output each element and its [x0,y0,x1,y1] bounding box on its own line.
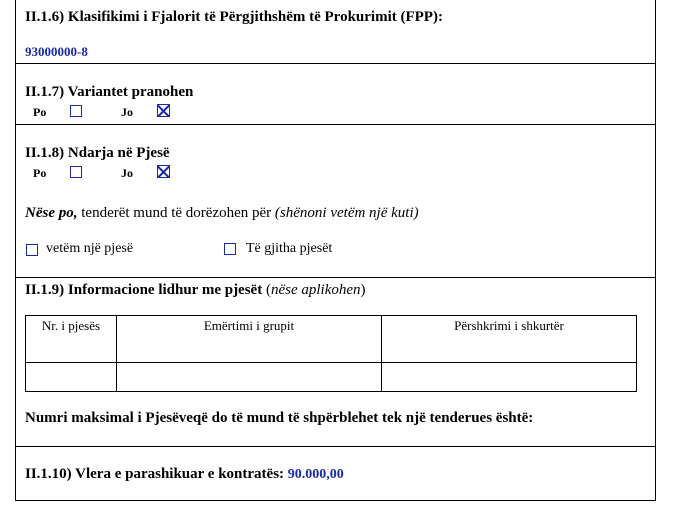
lots-table [25,315,637,392]
variants-no-checkbox[interactable] [157,104,170,117]
lots-note [25,205,419,222]
lot-info-open: ( [262,282,271,298]
lots-no-checkbox[interactable] [157,165,170,178]
all-lots-label: Të gjitha pjesët [246,241,333,256]
lots-yes-label: Po [33,166,47,180]
variants-yes-checkbox[interactable] [70,105,82,117]
table-cell[interactable] [117,363,382,392]
one-lot-label: vetëm një pjesë [46,241,134,256]
lots-no-label: Jo [121,166,133,180]
column-header: Emërtimi i grupit [117,316,382,363]
section-heading-lots: II.1.8) Ndarja në Pjesë [25,145,170,161]
lots-note-text: tenderët mund të dorëzohen për [77,205,275,221]
table-cell[interactable] [382,363,637,392]
max-lots-label: Numri maksimal i Pjesëveqë do të mund të shpërblehet tek një tenderues është: [25,410,534,426]
one-lot-checkbox[interactable] [26,244,38,256]
lots-note-condition: Nëse po, [25,205,78,221]
section-heading-variants: II.1.7) Variantet pranohen [25,84,194,100]
contract-value-row [25,466,344,483]
lot-info-heading: II.1.9) Informacione lidhur me pjesët [25,282,263,298]
contract-value-label: II.1.10) Vlera e parashikuar e kontratës: [25,466,285,482]
all-lots-checkbox[interactable] [224,243,236,255]
column-header: Nr. i pjesës [26,316,117,363]
divider [15,277,656,278]
variants-yes-label: Po [33,105,47,119]
table-cell[interactable] [26,363,117,392]
divider [15,500,656,501]
divider [15,124,656,125]
table-header-row [26,316,637,363]
contract-value: 90.000,00 [287,467,344,482]
divider [15,446,656,447]
table-row [26,363,637,392]
cpv-code: 93000000-8 [25,44,88,59]
section-heading-cpv: II.1.6) Klasifikimi i Fjalorit të Përgjithshëm të Prokurimit (FPP): [25,9,443,25]
divider [15,63,656,64]
lots-note-hint: (shënoni vetëm një kuti) [274,205,419,221]
lots-yes-checkbox[interactable] [70,166,82,178]
variants-no-label: Jo [121,105,133,119]
lot-info-close: ) [360,282,366,298]
section-heading-lot-info [25,282,366,299]
column-header: Përshkrimi i shkurtër [382,316,637,363]
lot-info-hint: nëse aplikohen [270,282,361,298]
